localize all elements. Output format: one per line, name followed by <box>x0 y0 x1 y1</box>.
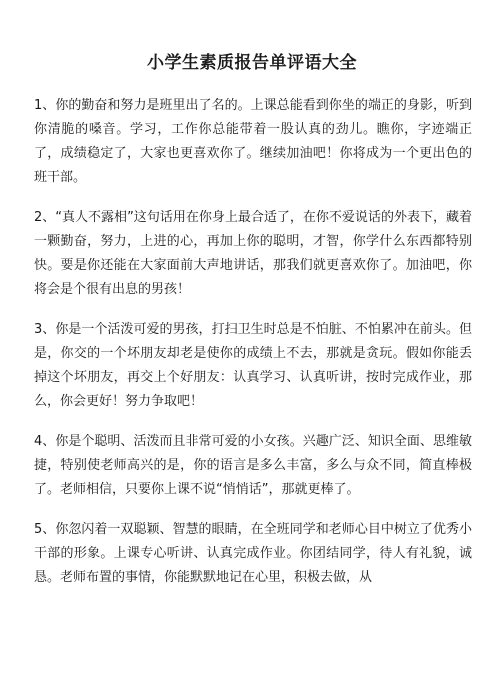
document-body <box>34 94 472 606</box>
paragraph-5: 5、你忽闪着一双聪颖、智慧的眼睛，在全班同学和老师心目中树立了优秀小干部的形象。上课专心听讲、认真完成作业。你团结同学，待人有礼貌，诚恳。老师布置的事情，你能默默地记在心里，积极去做，从 <box>34 522 472 585</box>
paragraph-1: 1、你的勤奋和努力是班里出了名的。上课总能看到你坐的端正的身影，听到你清脆的嗓音。学习，工作你总能带着一股认真的劲儿。瞧你，字迹端正了，成绩稳定了，大家也更喜欢你了。继续加油吧！你将成为一个更出色的班干部。 <box>34 98 472 185</box>
paragraph-2: 2、“真人不露相”这句话用在你身上最合适了，在你不爱说话的外表下，藏着一颗勤奋，努力，上进的心，再加上你的聪明，才智，你学什么东西都特别快。要是你还能在大家面前大声地讲话，那我们就更喜欢你了。加油吧，你将会是个很有出息的男孩！ <box>34 210 472 297</box>
document-title: 小学生素质报告单评语大全 <box>147 53 357 73</box>
paragraph-3: 3、你是一个活泼可爱的男孩，打扫卫生时总是不怕脏、不怕累冲在前头。但是，你交的一个坏朋友却老是使你的成绩上不去，那就是贪玩。假如你能丢掉这个坏朋友，再交上个好朋友：认真学习、认真听讲，按时完成作业，那么，你会更好！努力争取吧！ <box>34 322 472 409</box>
paragraph-4: 4、你是个聪明、活泼而且非常可爱的小女孩。兴趣广泛、知识全面、思维敏捷，特别使老师高兴的是，你的语言是多么丰富，多么与众不同，简直棒极了。老师相信，只要你上课不说“悄悄话”，那就更棒了。 <box>34 434 472 497</box>
